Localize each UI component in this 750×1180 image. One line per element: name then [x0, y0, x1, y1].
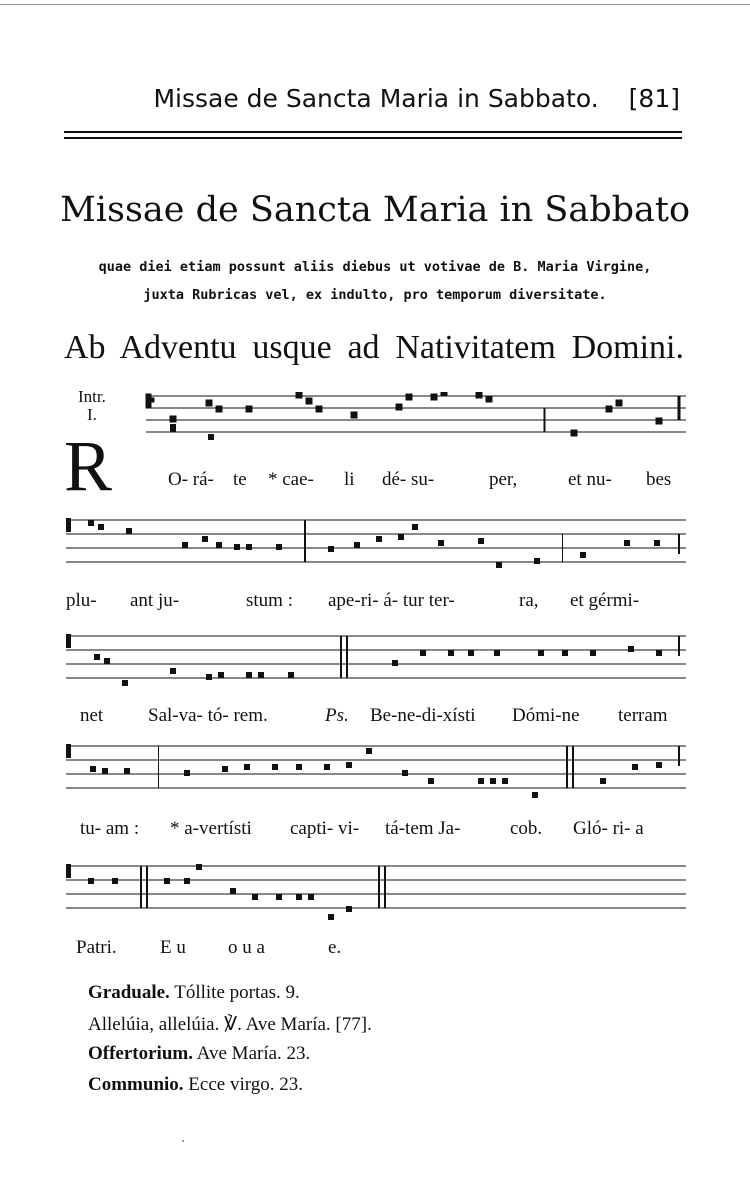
subtitle-line-2: juxta Rubricas vel, ex indulto, pro temporum diversitate.	[143, 287, 607, 303]
lyric-2-2: ant ju-	[130, 590, 180, 611]
proper-offertorium	[88, 1043, 310, 1065]
lyric-3-5: Dómi-ne	[512, 705, 580, 726]
lyric-4-4: tá-tem Ja-	[385, 818, 461, 839]
running-header	[0, 84, 680, 113]
proper-text: Allelúia, allelúia. ℣. Ave María. [77].	[88, 1014, 372, 1035]
mode-label: I.	[86, 405, 97, 424]
proper-label: Communio.	[88, 1074, 184, 1095]
lyric-1-5: dé- su-	[382, 469, 435, 490]
introit-label: Intr.	[78, 387, 106, 406]
lyric-5-1: Patri.	[76, 937, 117, 958]
chant-staff-4	[66, 740, 686, 800]
lyric-1-3: * cae-	[268, 469, 314, 490]
chant-staff-5	[66, 858, 686, 922]
proper-label: Offertorium.	[88, 1043, 193, 1064]
chant-staff-1-lower	[66, 418, 686, 448]
running-title: Missae de Sancta Maria in Sabbato.	[153, 84, 599, 113]
psalm-label: Ps.	[325, 705, 349, 726]
chant-staff-2	[66, 514, 686, 574]
season-heading: Ab Adventu usque ad Nativitatem Domini.	[64, 329, 684, 366]
paper-speck	[182, 1140, 184, 1142]
lyric-5-2: E u	[160, 937, 186, 958]
lyric-4-1: tu- am :	[80, 818, 140, 839]
lyric-1-6: per,	[489, 469, 518, 490]
lyric-2-4: ape-ri- á- tur ter-	[328, 590, 455, 611]
initial-letter: R	[64, 426, 113, 506]
page-number: [81]	[628, 84, 680, 113]
lyric-5-3: o u a	[228, 937, 265, 958]
top-edge-line	[0, 4, 750, 5]
proper-communio	[88, 1074, 303, 1096]
proper-alleluia	[88, 1013, 372, 1036]
lyric-3-4: Be-ne-di-xísti	[370, 705, 476, 726]
proper-label: Graduale.	[88, 982, 170, 1003]
lyric-3-6: terram	[618, 705, 668, 726]
lyric-4-6: Gló- ri- a	[573, 818, 644, 839]
header-rule-top	[64, 131, 682, 133]
lyric-3-2: Sal-va- tó- rem.	[148, 705, 268, 726]
lyric-1-4: li	[344, 469, 355, 490]
lyric-1-2: te	[233, 469, 247, 490]
lyric-4-3: capti- vi-	[290, 818, 360, 839]
lyric-1-8: bes	[646, 469, 672, 490]
header-rule-bottom	[64, 137, 682, 139]
lyric-2-3: stum :	[246, 590, 293, 611]
lyric-5-4: e.	[328, 937, 342, 958]
lyric-4-5: cob.	[510, 818, 543, 839]
lyric-2-1: plu-	[66, 590, 97, 611]
page-title: Missae de Sancta Maria in Sabbato	[59, 190, 691, 230]
lyric-2-6: et gérmi-	[570, 590, 640, 611]
proper-text: Ecce virgo. 23.	[183, 1074, 303, 1095]
lyric-1-1: O- rá-	[168, 469, 214, 490]
lyric-1-7: et nu-	[568, 469, 612, 490]
lyric-4-2: * a-vertísti	[170, 818, 252, 839]
subtitle-line-1: quae diei etiam possunt aliis diebus ut votivae de B. Maria Virgine,	[98, 259, 652, 275]
lyric-2-5: ra,	[519, 590, 539, 611]
proper-graduale	[88, 982, 300, 1004]
lyric-3-1: net	[80, 705, 104, 726]
chant-staff-3	[66, 628, 686, 692]
proper-text: Ave María. 23.	[192, 1043, 311, 1064]
proper-text: Tóllite portas. 9.	[169, 982, 300, 1003]
